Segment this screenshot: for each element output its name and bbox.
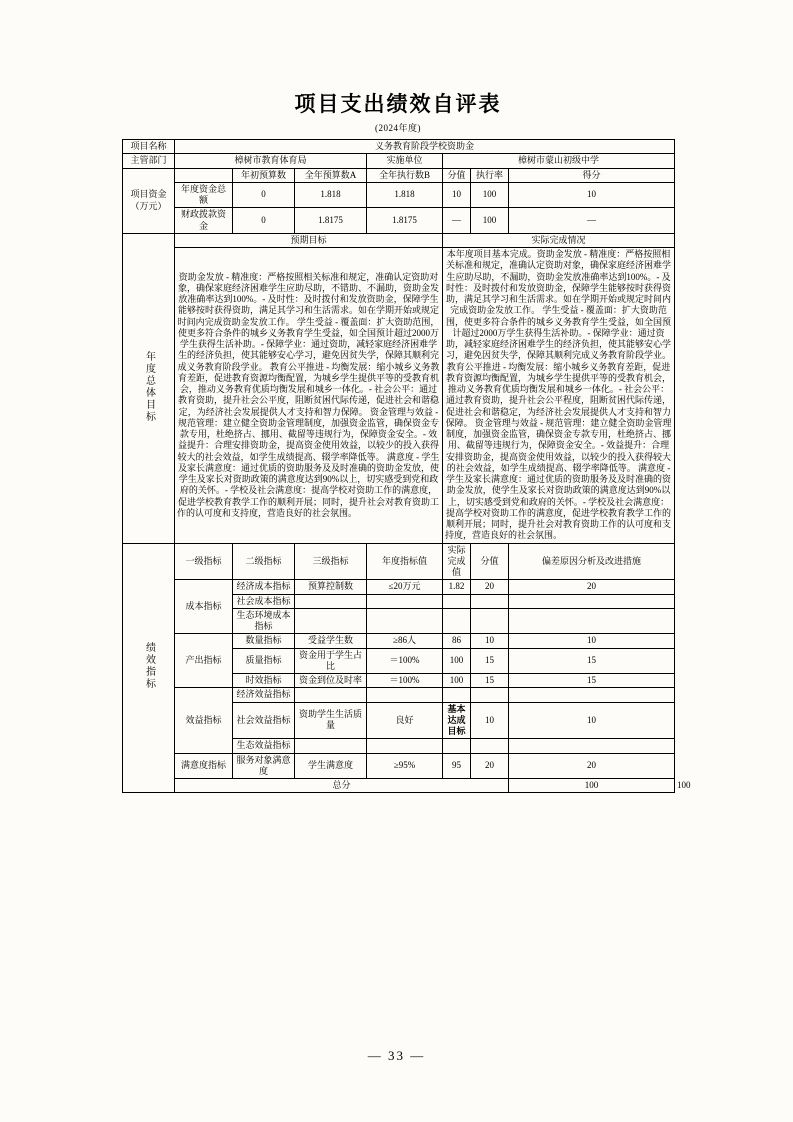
indicator-l3: 资金用于学生占比 [295,648,367,674]
funds-row1-initial: 0 [233,208,295,234]
page-title: 项目支出绩效自评表 [294,92,502,116]
indicator-target: ≥95% [367,753,443,779]
col-level1: 一级指标 [175,543,233,580]
indicator-l2: 社会成本指标 [233,594,295,608]
indicator-actual: 1.82 [443,580,471,594]
goal-target-text: 资助金发放 - 精准度：严格按照相关标准和规定，准确认定资助对象，确保家庭经济困难学生应助尽助，不错助、不漏助，资助金发放准确率达到100%。- 及时性：及时拨付和发放资助金，保障学生能够按时获得资助，满足其学习和生活需求。如在学期开始或规定时间内完成资助金发放工作。 学生受益 - 覆盖面：扩大资助范围，使更多符合条件的城乡义务教育学生受益，如全国预计超过2000万学生获得生活补助。- 保障学业：通过资助，减轻家庭经济困难学生的经济负担，使其能够安心学习，避免因贫失学，保障其顺利完成义务教育阶段学业。 教育公平推进 - 均衡发展：缩小城乡义务教育差距，促进教育资源均衡配置，为城乡学生提供平等的受教育机会，推动义务教育优质均衡发展和城乡一体化。- 社会公平：通过教育资助，提升社会公平度，阻断贫困代际传递，促进社会和谐稳定，为经济社会发展提供人才支持和智力保障。 资金管理与效益 - 规范管理：建立健全资助金管理制度，加强资金监管，确保资金专款专用，杜绝挤占、挪用、截留等违规行为，保障资金安全。- 效益提升：合理安排资助金，提高资金使用效益，以较少的投入获得较大的社会效益，如学生成绩提高、辍学率降低等。 满意度 - 学生及家长满意度：通过优质的资助服务及及时准确的资助金发放，使学生及家长对资助政策的满意度达到90%以上，切实感受到党和政府的关怀。- 学校及社会满意度：提高学校对资助工作的满意度，促进学校教育教学工作的顺利开展；同时，提升社会对教育资助工作的认可度和支持度，营造良好的社会氛围。 [175,248,443,544]
funds-col-initial: 年初预算数 [233,168,295,182]
funds-col-exec-b: 全年执行数B [367,168,443,182]
funds-col-rate: 执行率 [471,168,509,182]
indicator-l2: 质量指标 [233,648,295,674]
indicator-points: 15 [509,648,675,674]
indicator-score [471,594,509,608]
funds-row1-budget-a: 1.8175 [295,208,367,234]
indicator-points [509,608,675,634]
indicator-target: ＝100% [367,648,443,674]
funds-row1-score: — [443,208,471,234]
performance-self-evaluation-sheet [122,88,691,793]
table-row-total: 总分 100 100 [123,779,675,793]
indicator-actual [443,608,471,634]
indicator-l3: 受益学生数 [295,634,367,648]
page-number: — 33 — [367,1048,426,1063]
total-score: 100 [509,779,675,793]
indicator-l2: 服务对象满意度 [233,753,295,779]
funds-row0-budget-a: 1.818 [295,182,367,208]
total-label: 总分 [175,779,509,793]
indicator-points [509,688,675,702]
funds-row0-initial: 0 [233,182,295,208]
table-row [123,688,675,702]
indicator-actual [443,594,471,608]
evaluation-table [122,139,691,793]
indicator-score: 15 [471,648,509,674]
funds-row1-points: — [509,208,675,234]
funds-col-budget-a: 全年预算数A [295,168,367,182]
indicator-l2: 社会效益指标 [233,702,295,739]
project-name-value: 义务教育阶段学校资助金 [175,140,675,154]
table-row-funds-header [123,168,675,182]
dept-value: 樟树市教育体育局 [175,154,367,168]
indicator-points [509,594,675,608]
indicator-actual [443,688,471,702]
table-row [123,634,675,648]
indicator-l3: 资金到位及时率 [295,674,367,688]
indicator-l2: 生态环境成本指标 [233,608,295,634]
indicator-points: 20 [509,753,675,779]
indicator-target: 良好 [367,702,443,739]
indicator-target: ≥86人 [367,634,443,648]
col-level3: 三级指标 [295,543,367,580]
col-score: 分值 [471,543,509,580]
page-subtitle: (2024年度) [375,123,421,133]
indicator-l1-cost: 成本指标 [175,580,233,634]
indicator-l3 [295,594,367,608]
indicator-score: 10 [471,702,509,739]
col-analysis: 偏差原因分析及改进措施 [509,543,675,580]
indicator-points: 10 [509,634,675,648]
indicator-actual: 86 [443,634,471,648]
indicator-l1-output: 产出指标 [175,634,233,688]
indicator-actual [443,739,471,753]
funds-row0-points: 10 [509,182,675,208]
project-name-label: 项目名称 [123,140,175,154]
goal-actual-text: 本年度项目基本完成。资助金发放 - 精准度：严格按照相关标准和规定，准确认定资助对象，确保家庭经济困难学生应助尽助，不漏助，资助金发放准确率达到100%。- 及时性：及时拨付和发放资助金，保障学生能够按时获得资助，满足其学习和生活需求。如在学期开始或规定时间内完成资助金发放工作。 学生受益 - 覆盖面：扩大资助范围，使更多符合条件的城乡义务教育学生受益，如全国预计超过2000万学生获得生活补助。- 保障学业：通过资助，减轻家庭经济困难学生的经济负担，使其能够安心学习，避免因贫失学，保障其顺利完成义务教育阶段学业。 教育公平推进 - 均衡发展：缩小城乡义务教育差距，促进教育资源均衡配置，为城乡学生提供平等的受教育机会，推动义务教育优质均衡发展和城乡一体化。- 社会公平：通过教育资助，提升社会公平程度，阻断贫困代际传递，促进社会和谐稳定，为经济社会发展提供人才支持和智力保障。 资金管理与效益 - 规范管理：建立健全资助金管理制度，加强资金监管，确保资金专款专用，杜绝挤占、挪用、截留等违规行为，保障资金安全。- 效益提升：合理安排资助金，提高资金使用效益，以较少的投入获得较大的社会效益，如学生成绩提高、辍学率降低等。 满意度 - 学生及家长满意度：通过优质的资助服务及及时准确的资助金发放，使学生及家长对资助政策的满意度达到90%以上，切实感受到党和政府的关怀。- 学校及社会满意度：提高学校对资助工作的满意度，促进学校教育教学工作的顺利开展；同时，提升社会对教育资助工作的认可度和支持度，营造良好的社会氛围。 [443,248,675,544]
table-row [123,753,675,779]
funds-col-blank [175,168,233,182]
indicator-score [471,739,509,753]
table-row-funds-fiscal [123,208,675,234]
indicator-actual: 100 [443,674,471,688]
dept-label: 主管部门 [123,154,175,168]
table-row-goals-header [123,233,675,247]
col-annual-target: 年度指标值 [367,543,443,580]
goal-actual-header: 实际完成情况 [443,233,675,247]
indicator-actual: 95 [443,753,471,779]
indicator-l3 [295,739,367,753]
indicator-l1-benefit: 效益指标 [175,688,233,753]
funds-row0-exec-b: 1.818 [367,182,443,208]
indicator-score: 15 [471,674,509,688]
indicator-points [509,739,675,753]
funds-row1-exec-b: 1.8175 [367,208,443,234]
table-row-funds-total [123,182,675,208]
indicator-score: 20 [471,580,509,594]
indicator-actual: 100 [443,648,471,674]
indicator-l3: 预算控制数 [295,580,367,594]
indicator-points: 10 [509,702,675,739]
indicator-score [471,608,509,634]
unit-value: 樟树市蒙山初级中学 [443,154,675,168]
table-row-goals-body [123,248,675,544]
indicator-l2: 生态效益指标 [233,739,295,753]
indicator-l3: 资助学生生活质量 [295,702,367,739]
indicator-l2: 数量指标 [233,634,295,648]
indicator-l2: 时效指标 [233,674,295,688]
indicator-target: ＝100% [367,674,443,688]
annual-goal-side-label-text: 年度总体目标 [143,350,155,423]
unit-label: 实施单位 [367,154,443,168]
funds-col-points: 得分 [509,168,675,182]
funds-row0-label: 年度资金总额 [175,182,233,208]
funds-row1-label: 财政拨款资金 [175,208,233,234]
table-row-project-name [123,140,675,154]
table-row-dept-unit [123,154,675,168]
funds-row0-rate: 100 [471,182,509,208]
table-row [123,580,675,594]
funds-col-score: 分值 [443,168,471,182]
indicator-target [367,739,443,753]
indicator-target [367,688,443,702]
indicator-score: 10 [471,634,509,648]
indicator-l3 [295,688,367,702]
indicator-score [471,688,509,702]
col-level2: 二级指标 [233,543,295,580]
indicator-l2: 经济效益指标 [233,688,295,702]
indicator-target: ≤20万元 [367,580,443,594]
indicator-l2: 经济成本指标 [233,580,295,594]
table-row-indicator-header [123,543,675,580]
indicator-target [367,594,443,608]
indicator-l3: 学生满意度 [295,753,367,779]
annual-goal-side-label [123,233,175,543]
indicator-side-label-text: 绩效指标 [143,642,155,691]
funds-label: 项目资金（万元） [123,168,175,233]
indicator-side-label [123,543,175,793]
indicator-l1-satisfaction: 满意度指标 [175,753,233,779]
indicator-points: 20 [509,580,675,594]
indicator-score: 20 [471,753,509,779]
col-actual: 实际完成值 [443,543,471,580]
indicator-l3 [295,608,367,634]
funds-row0-score: 10 [443,182,471,208]
goal-target-header: 预期目标 [175,233,443,247]
indicator-points: 15 [509,674,675,688]
funds-row1-rate: 100 [471,208,509,234]
indicator-target [367,608,443,634]
indicator-actual: 基本达成目标 [443,702,471,739]
